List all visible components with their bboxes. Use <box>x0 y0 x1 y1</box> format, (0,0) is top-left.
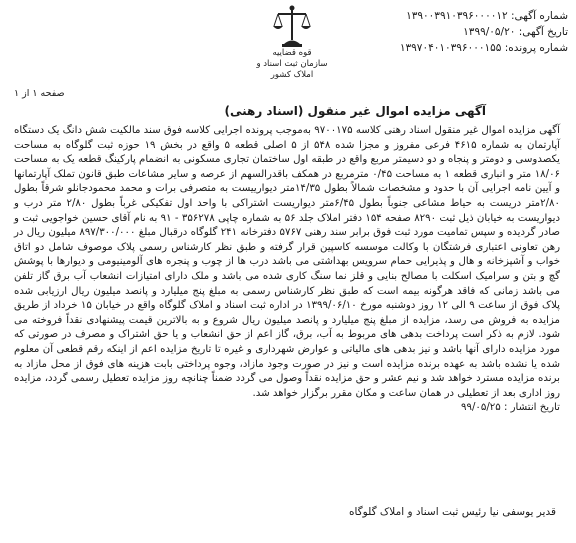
org-name-registry: سازمان ثبت اسناد و املاک کشور <box>256 59 328 80</box>
org-name-judiciary: قوه قضاییه <box>272 48 312 58</box>
ad-number: ۱۳۹۰۰۳۹۱۰۳۹۶۰۰۰۰۱۲ <box>406 10 508 22</box>
ad-date-label: تاریخ آگهی: <box>518 26 568 38</box>
page-indicator: صفحه ۱ از ۱ <box>14 88 65 99</box>
ad-number-label: شماره آگهی: <box>510 10 568 22</box>
file-number: ۱۳۹۷۰۴۰۱۰۳۹۶۰۰۰۱۵۵ <box>399 42 502 54</box>
publish-date: ۹۹/۰۵/۲۵ <box>461 402 501 414</box>
judiciary-emblem <box>252 4 332 82</box>
file-number-label: شماره پرونده: <box>504 42 568 54</box>
ad-date: ۱۳۹۹/۰۵/۲۰ <box>463 26 516 38</box>
scales-of-justice-icon <box>272 4 312 48</box>
notice-body <box>14 124 560 416</box>
notice-paragraph: آگهی مزایده اموال غیر منقول اسناد رهنی کلاسه ۹۷۰۰۱۷۵ به‌موجب پرونده اجرایی کلاسه فوق سند مالکیت شش دانگ یک دستگاه آپارتمان به شماره ۴۶۱۵ فرعی مفروز و مجزا شده ۵۴۸ از ۵ اصلی قطعه ۵ واقع در بخش ۱۹ حوزه ثبت گلوگاه به مساحت یکصدوسی و دومتر و پنجاه و دو دسیمتر مربع واقع در طبقه اول ساختمان تجاری مسکونی به انضمام پارکینگ قطعه یک به مساحت ۱۸/۰۶ متر و انباری قطعه ۱ به مساحت ۰/۴۵ مترمربع در همکف باقدرالسهم از عرصه و سایر مشاعات طبق قانون تملک آپارتمانها و آیین نامه اجرایی آن با حدود و مشخصات شمالاً بطول ۱۴/۳۵متر دیوارییست به متصرفی برات و محمد محمودجانلو شرقاً بطول ۲/۸۰متر دریست به حیاط مشاعی جنوباً بطول ۶/۴۵متر دیواریست اشتراکی با واحد اول تفکیکی غرباً بطول ۲/۸۰ متر درب و دیواریست به خیابان ذیل ثبت ۸۲۹۰ صفحه ۱۵۴ دفتر املاک جلد ۵۶ به شماره چاپی ۳۵۶۲۷۸ - ۹۱ به نام آقای حسین خواجویی ثبت و صادر گردیده و سپس تمامیت مورد ثبت فوق برابر سند رهنی ۵۷۶۷ دفترخانه ۲۴۱ گلوگاه درقبال مبلغ ۸۹۷/۳۰۰/۰۰۰ میلیون ریال در رهن تعاونی اعتباری فرشتگان با وکالت موسسه کاسپین قرار گرفته و طبق نظر کارشناس رسمی پلاک موصوف شامل دو اتاق خواب و آشپزخانه و هال و پذیرایی حمام سرویس بهداشتی می باشد درب ها از چوب و پنجره های آلومینیومی و دیوارها با پوشش گچ و بتن و سرامیک اسکلت با مصالح بنایی و قلز نما سنگ کاری شده می باشد و ملک دارای امتیازات انشعاب آب برق گاز تلفن می باشد زمانی که فاقد هرگونه بیمه است که طبق نظر کارشناس رسمی به مبلغ پنج میلیارد و پانصد میلیون ریال ارزیابی شده پلاک فوق از ساعت ۹ الی ۱۲ روز دوشنبه مورخ ۱۳۹۹/۰۶/۱۰ در اداره ثبت اسناد و املاک گلوگاه واقع در خیابان ۱۵ خرداد از طریق مزایده به فروش می رسد، مزایده از مبلغ پنج میلیارد و پانصد میلیون ریال شروع و به بالاترین قیمت پیشنهادی نقداً فروخته می شود. لازم به ذکر است پرداخت بدهی های مربوط به آب، برق، گاز اعم از حق انشعاب و یا حق اشتراک و مصرف در صورتی که مورد مزایده دارای آنها باشد و نیز بدهی های مالیاتی و عوارض شهرداری و غیره تا تاریخ مزایده اعم از اینکه رقم قطعی آن معلوم شده یا نشده باشد به عهده برنده مزایده است و نیز در صورت وجود مازاد، وجوه پرداختی بابت هزینه های فوق از محل مازاد به برنده مزایده مسترد خواهد شد و نیم عشر و حق مزایده نقداً وصول می گردد ضمناً چنانچه روز مزایده تعطیل رسمی گردد، مزایده روز اداری بعد از تعطیلی در همان ساعت و مکان مقرر برگزار خواهد شد. <box>14 125 561 399</box>
ad-date-row <box>348 24 568 40</box>
notice-title: آگهی مزایده اموال غیر منقول (اسناد رهنی) <box>224 104 486 118</box>
file-number-row <box>348 40 568 56</box>
signature-line: قدیر یوسفی نیا رئیس ثبت اسناد و املاک گلوگاه <box>348 506 556 518</box>
ad-metadata <box>348 8 568 56</box>
publish-date-label: تاریخ انتشار : <box>503 402 560 414</box>
publish-date-line <box>14 401 560 416</box>
ad-number-row <box>348 8 568 24</box>
